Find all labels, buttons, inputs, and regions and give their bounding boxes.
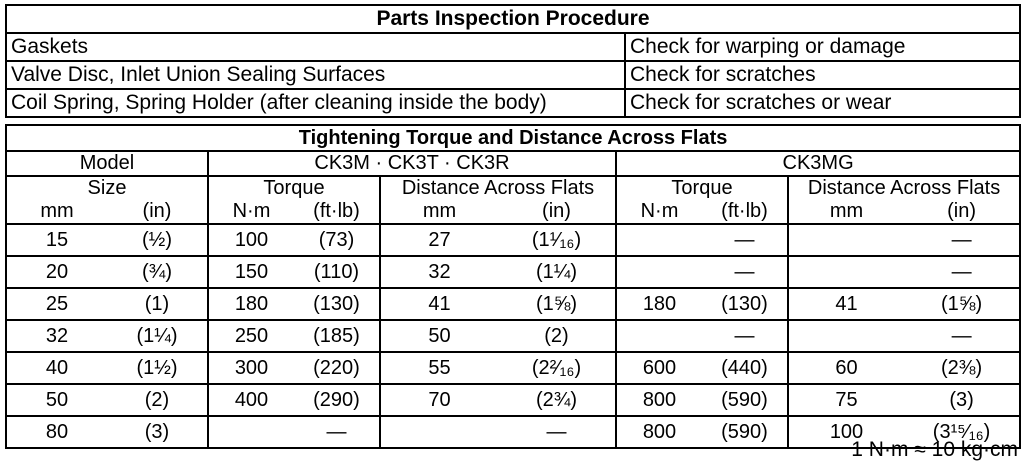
torque2-ftlb-cell: (590) (702, 416, 788, 448)
torque1-nm-cell: 150 (208, 256, 294, 288)
inspection-table (5, 4, 1021, 118)
inspection-title: Parts Inspection Procedure (6, 5, 1020, 33)
size-in-cell: (1) (107, 288, 208, 320)
torque2-ftlb-cell: — (702, 320, 788, 352)
part-cell: Valve Disc, Inlet Union Sealing Surfaces (6, 61, 625, 89)
torque2-nm-cell (616, 320, 702, 352)
torque2-ftlb-cell: (130) (702, 288, 788, 320)
daf2-in-cell: — (904, 224, 1020, 256)
size-mm-cell: 40 (6, 352, 107, 384)
torque2-ftlb-cell: — (702, 256, 788, 288)
daf1-mm-cell: 55 (380, 352, 498, 384)
unit-in: (in) (107, 200, 208, 224)
torque1-ftlb-cell: (73) (294, 224, 380, 256)
part-cell: Gaskets (6, 33, 625, 61)
group1-header: CK3M · CK3T · CK3R (208, 151, 616, 176)
check-cell: Check for scratches (625, 61, 1020, 89)
size-in-cell: (1¼) (107, 320, 208, 352)
torque2-ftlb-cell: — (702, 224, 788, 256)
daf1-mm-cell: 41 (380, 288, 498, 320)
torque2-nm-cell: 800 (616, 416, 702, 448)
unit-nm: N·m (208, 200, 294, 224)
daf2-mm-cell: 60 (788, 352, 904, 384)
torque2-nm-cell (616, 224, 702, 256)
daf2-mm-cell (788, 224, 904, 256)
size-in-cell: (½) (107, 224, 208, 256)
daf2-in-cell: — (904, 320, 1020, 352)
daf1-in-cell: (1¼) (498, 256, 616, 288)
unit-in: (in) (904, 200, 1020, 224)
daf-header: Distance Across Flats (788, 176, 1020, 200)
size-in-cell: (¾) (107, 256, 208, 288)
torque1-ftlb-cell: — (294, 416, 380, 448)
daf1-mm-cell: 50 (380, 320, 498, 352)
torque2-ftlb-cell: (440) (702, 352, 788, 384)
daf1-in-cell: (1¹⁄₁₆) (498, 224, 616, 256)
daf1-in-cell: (2²⁄₁₆) (498, 352, 616, 384)
table-row (6, 33, 1020, 61)
torque2-ftlb-cell: (590) (702, 384, 788, 416)
size-mm-cell: 80 (6, 416, 107, 448)
size-header: Size (6, 176, 208, 200)
torque-title: Tightening Torque and Distance Across Flats (6, 125, 1020, 151)
check-cell: Check for scratches or wear (625, 89, 1020, 117)
daf2-in-cell: (3¹⁵⁄₁₆) (904, 416, 1020, 448)
daf2-in-cell: (1⅝) (904, 288, 1020, 320)
torque1-nm-cell: 300 (208, 352, 294, 384)
daf1-in-cell: (1⅝) (498, 288, 616, 320)
daf2-mm-cell: 75 (788, 384, 904, 416)
daf2-mm-cell (788, 256, 904, 288)
conversion-note: 1 N·m ≈ 10 kg·cm (851, 438, 1018, 461)
torque2-nm-cell: 180 (616, 288, 702, 320)
torque1-nm-cell: 400 (208, 384, 294, 416)
torque1-nm-cell: 250 (208, 320, 294, 352)
table-row (6, 320, 1020, 352)
daf1-mm-cell (380, 416, 498, 448)
unit-in: (in) (498, 200, 616, 224)
torque-table (5, 124, 1021, 449)
size-mm-cell: 20 (6, 256, 107, 288)
torque1-nm-cell: 180 (208, 288, 294, 320)
torque1-ftlb-cell: (110) (294, 256, 380, 288)
unit-ftlb: (ft·lb) (294, 200, 380, 224)
daf1-mm-cell: 27 (380, 224, 498, 256)
size-mm-cell: 32 (6, 320, 107, 352)
torque-header: Torque (616, 176, 788, 200)
daf2-in-cell: — (904, 256, 1020, 288)
torque1-ftlb-cell: (185) (294, 320, 380, 352)
torque1-nm-cell (208, 416, 294, 448)
check-cell: Check for warping or damage (625, 33, 1020, 61)
torque1-ftlb-cell: (130) (294, 288, 380, 320)
size-in-cell: (2) (107, 384, 208, 416)
size-in-cell: (1½) (107, 352, 208, 384)
size-mm-cell: 25 (6, 288, 107, 320)
table-row (6, 256, 1020, 288)
daf1-in-cell: (2¾) (498, 384, 616, 416)
torque-header: Torque (208, 176, 380, 200)
table-row (6, 384, 1020, 416)
unit-mm: mm (380, 200, 498, 224)
size-in-cell: (3) (107, 416, 208, 448)
daf2-mm-cell: 41 (788, 288, 904, 320)
table-row (6, 224, 1020, 256)
torque1-nm-cell: 100 (208, 224, 294, 256)
table-row (6, 288, 1020, 320)
daf2-in-cell: (3) (904, 384, 1020, 416)
table-row (6, 352, 1020, 384)
table-row (6, 89, 1020, 117)
group2-header: CK3MG (616, 151, 1020, 176)
size-mm-cell: 15 (6, 224, 107, 256)
daf1-mm-cell: 70 (380, 384, 498, 416)
daf1-in-cell: — (498, 416, 616, 448)
daf1-mm-cell: 32 (380, 256, 498, 288)
torque1-ftlb-cell: (290) (294, 384, 380, 416)
unit-mm: mm (788, 200, 904, 224)
unit-nm: N·m (616, 200, 702, 224)
daf2-in-cell: (2⅜) (904, 352, 1020, 384)
size-mm-cell: 50 (6, 384, 107, 416)
daf2-mm-cell (788, 320, 904, 352)
daf2-mm-cell: 100 (788, 416, 904, 448)
table-row (6, 61, 1020, 89)
torque2-nm-cell: 600 (616, 352, 702, 384)
unit-ftlb: (ft·lb) (702, 200, 788, 224)
daf-header: Distance Across Flats (380, 176, 616, 200)
model-header: Model (6, 151, 208, 176)
torque2-nm-cell: 800 (616, 384, 702, 416)
torque1-ftlb-cell: (220) (294, 352, 380, 384)
torque2-nm-cell (616, 256, 702, 288)
unit-mm: mm (6, 200, 107, 224)
daf1-in-cell: (2) (498, 320, 616, 352)
part-cell: Coil Spring, Spring Holder (after cleaning inside the body) (6, 89, 625, 117)
